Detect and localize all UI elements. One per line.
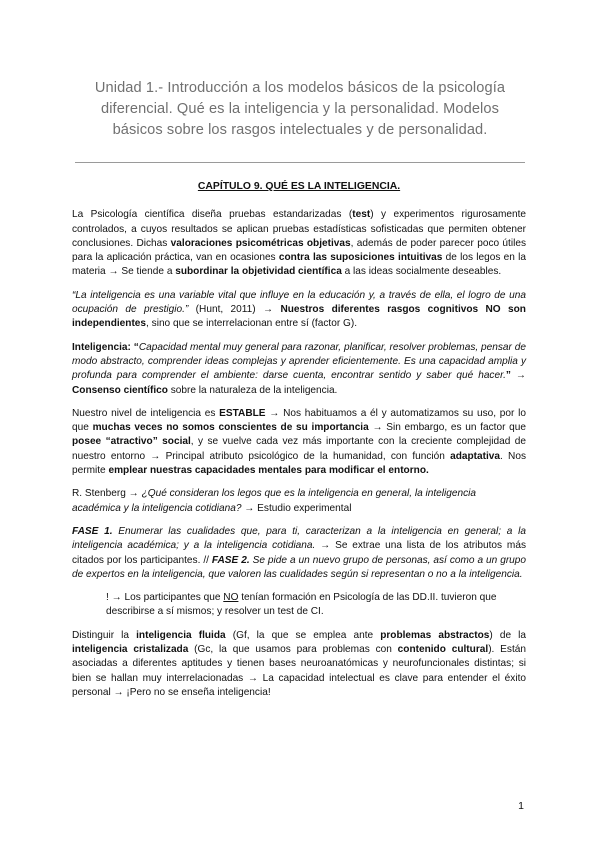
paragraph-phases: FASE 1. Enumerar las cualidades que, para ti, caracterizan a la inteligencia en general; a la inteligencia académica; y a la inteligencia cotidiana. → Se extrae una lista de los atributos más citados por los participantes. // FASE 2. Se pide a un nuevo grupo de personas, así como a un grupo de expertos en la inteligencia, que valoren las cualidades según si representan o no a la inteligencia. bbox=[72, 525, 527, 580]
title-divider bbox=[75, 162, 525, 163]
paragraph-participants-note: ! → Los participantes que NO tenían formación en Psicología de las DD.II. tuvieron que describirse a sí mismos; y resolver un test de CI. bbox=[106, 592, 497, 618]
paragraph-quote-hunt: “La inteligencia es una variable vital que influye en la educación y, a través de ella, el logro de una ocupación de prestigio.” (Hunt, 2011) → Nuestros diferentes rasgos cognitivos NO son independientes, sino que se interrelacionan entre sí (factor G). bbox=[72, 289, 526, 330]
page-number: 1 bbox=[518, 800, 524, 812]
paragraph-definition: Inteligencia: “Capacidad mental muy general para razonar, planificar, resolver problemas, pensar de modo abstracto, comprender ideas complejas y aprender eficientemente. Es una capacidad amplia y profunda para comprender el ambiente: darse cuenta, encontrar sentido y saber qué hacer.” → Consenso científico sobre la naturaleza de la inteligencia. bbox=[72, 341, 527, 396]
paragraph-stability: Nuestro nivel de inteligencia es ESTABLE → Nos habituamos a él y automatizamos su uso, por lo que muchas veces no somos conscientes de su importancia → Sin embargo, es un factor que posee “atractivo” social, y se vuelve cada vez más importante con la creciente complejidad de nuestro entorno → Principal atributo psicológico de la humanidad, con función adaptativa. Nos permite emplear nuestras capacidades mentales para modificar el entorno. bbox=[72, 407, 526, 477]
paragraph-stenberg: R. Stenberg → ¿Qué consideran los legos que es la inteligencia en general, la inteligencia académica y la inteligencia cotidiana? → Estudio experimental bbox=[72, 488, 477, 514]
chapter-heading: CAPÍTULO 9. QUÉ ES LA INTELIGENCIA. bbox=[197, 181, 401, 192]
paragraph-fluid-crystallized: Distinguir la inteligencia fluida (Gf, la que se emplea ante problemas abstractos) de la inteligencia cristalizada (Gc, la que usamos para problemas con contenido cultural). Están asociadas a diferentes aptitudes y tienen bases neuroanatómicas y neurofuncionales distintas; si bien se hallan muy interrelacionadas → La capacidad intelectual es clave para entender el éxito personal → ¡Pero no se enseña inteligencia! bbox=[72, 629, 527, 698]
document-body bbox=[72, 180, 526, 709]
unit-title: Unidad 1.- Introducción a los modelos básicos de la psicología diferencial. Qué es la inteligencia y la personalidad. Modelos básicos sobre los rasgos intelectuales y de personalidad. bbox=[94, 80, 506, 138]
paragraph-intro: La Psicología científica diseña pruebas estandarizadas (test) y experimentos rigurosamente controlados, a cuyos resultados se aplican pruebas estadísticas sofisticadas que permiten obtener conclusiones. Dichas valoraciones psicométricas objetivas, además de poder parecer poco útiles para la aplicación práctica, van en ocasiones contra las suposiciones intuitivas de los legos en la materia → Se tiende a subordinar la objetividad científica a las ideas socialmente deseables. bbox=[72, 209, 527, 278]
